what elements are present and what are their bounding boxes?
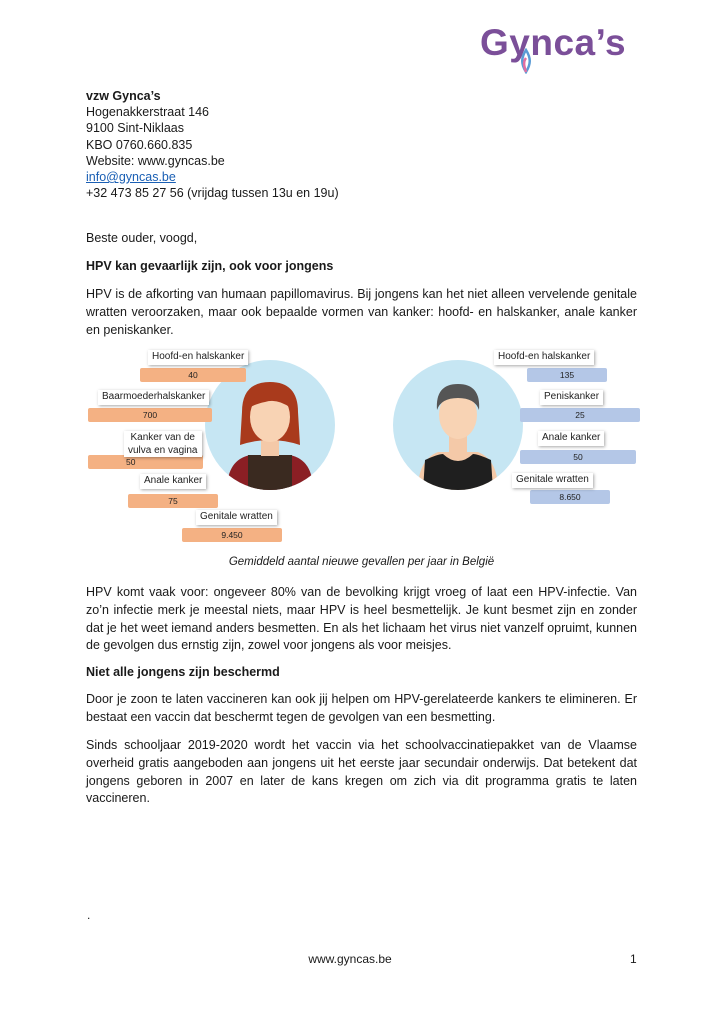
- heading-hpv-dangerous: HPV kan gevaarlijk zijn, ook voor jongens: [86, 259, 334, 273]
- infographic: [0, 340, 723, 550]
- stray-dot: .: [87, 908, 91, 922]
- women-bar-head-neck: 40: [140, 368, 246, 382]
- footer-website: www.gyncas.be: [308, 952, 392, 966]
- website-line: Website: www.gyncas.be: [86, 153, 225, 168]
- heading-not-protected: Niet alle jongens zijn beschermd: [86, 665, 280, 679]
- women-label-warts: Genitale wratten: [196, 510, 277, 525]
- body-paragraph-2: Door je zoon te laten vaccineren kan ook jij helpen om HPV-gerelateerde kankers te elimineren. Er bestaat een vaccin dat beschermt tegen de gevolgen van een besmetting.: [86, 692, 637, 724]
- page-number: 1: [630, 952, 637, 966]
- men-label-anal: Anale kanker: [538, 431, 604, 446]
- men-bar-head-neck: 135: [527, 368, 607, 382]
- women-label-anal: Anale kanker: [140, 474, 206, 489]
- men-label-penile: Peniskanker: [540, 390, 603, 405]
- men-bar-penile: 25: [520, 408, 640, 422]
- logo-text: Gynca’s: [480, 22, 627, 63]
- men-bar-anal: 50: [520, 450, 636, 464]
- man-avatar-icon: [393, 360, 523, 490]
- chart-caption: Gemiddeld aantal nieuwe gevallen per jaar in België: [228, 556, 495, 568]
- gyncas-logo: [480, 24, 626, 61]
- city: 9100 Sint-Niklaas: [86, 121, 184, 136]
- men-bar-warts: 8.650: [530, 490, 610, 504]
- women-bar-warts: 9.450: [182, 528, 282, 542]
- men-label-head-neck: Hoofd-en halskanker: [494, 350, 594, 365]
- women-label-head-neck: Hoofd-en halskanker: [148, 350, 248, 365]
- women-bar-anal: 75: [128, 494, 218, 508]
- email-link[interactable]: info@gyncas.be: [86, 170, 176, 185]
- women-label-cervical: Baarmoederhalskanker: [98, 390, 209, 405]
- address-block: [86, 88, 339, 201]
- body-paragraph-1: HPV komt vaak voor: ongeveer 80% van de bevolking krijgt vroeg of laat een HPV-infectie. Van zo’n infectie merk je meestal niets, maar HPV is heel besmettelijk. Je kunt besmet zijn en zonder dat je het weet iemand anders besmetten. En als het lichaam het virus niet vanzelf opruimt, kunnen de gevolgen dus ernstig zijn, zowel voor jongens als voor meisjes.: [86, 585, 637, 653]
- phone-line: +32 473 85 27 56 (vrijdag tussen 13u en 19u): [86, 186, 339, 201]
- body-paragraph-3: Sinds schooljaar 2019-2020 wordt het vaccin via het schoolvaccinatiepakket van de Vlaamse overheid gratis aangeboden aan jongens uit het eerste jaar secundair onderwijs. Dat betekent dat jongens geboren in 2007 en later de kans kregen om zich via dit programma gratis te laten vaccineren.: [86, 738, 637, 806]
- ribbon-icon: [517, 48, 535, 74]
- men-label-warts: Genitale wratten: [512, 473, 593, 488]
- org-name: vzw Gynca’s: [86, 89, 161, 103]
- kbo-number: KBO 0760.660.835: [86, 137, 193, 152]
- women-bar-cervical: 700: [88, 408, 212, 422]
- women-bar-vulva-vagina: 50: [88, 455, 203, 469]
- greeting: Beste ouder, voogd,: [86, 231, 198, 245]
- intro-paragraph: HPV is de afkorting van humaan papillomavirus. Bij jongens kan het niet alleen vervelende genitale wratten veroorzaken, maar ook bepaalde vormen van kanker: hoofd- en halskanker, anale kanker en peniskanker.: [86, 287, 637, 337]
- street: Hogenakkerstraat 146: [86, 105, 209, 120]
- women-label-vulva-vagina: Kanker van de vulva en vagina: [124, 431, 202, 457]
